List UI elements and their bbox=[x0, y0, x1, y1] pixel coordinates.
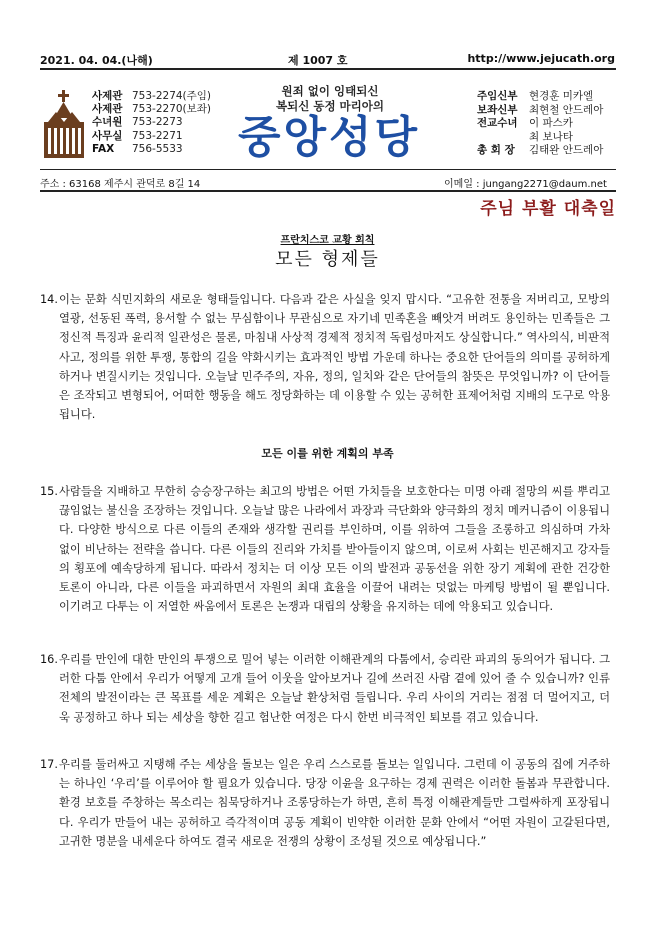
issue-number: 제 1007 호 bbox=[288, 54, 348, 67]
feast-title: 주님 부활 대축일 bbox=[480, 199, 616, 219]
paragraph-14 bbox=[40, 290, 610, 424]
contact-list bbox=[92, 90, 211, 156]
motto-line-1: 원죄 없이 잉태되신 bbox=[281, 84, 379, 98]
section-heading: 모든 이를 위한 계획의 부족 bbox=[261, 447, 394, 460]
paragraph-text: 이는 문화 식민지화의 새로운 형태들입니다. 다음과 같은 사실을 잊지 맙시다. “고유한 전통을 저버리고, 모방의 열광, 선동된 폭력, 용서할 수 없는 무심함이나 무관심으로 자기네 민족혼을 빼앗겨 버려도 용인하는 민족들은 그 정신적 특징과 윤리적 일관성은 물론, 마침내 사상적 경제적 정치적 독립성마저도 상실합니다.” 역사의식, 비판적 사고, 정의를 위한 투쟁, 통합의 길을 약화시키는 효과적인 방법 가운데 하나는 중요한 단어들의 의미를 공허하게 하거나 변질시키는 것입니다. 오늘날 민주주의, 자유, 정의, 일치와 같은 단어들의 참뜻은 무엇입니까? 이 단어들은 조작되고 변형되어, 어떠한 행동을 해도 정당화하는 데 이용할 수 있는 공허한 표제어처럼 지배의 도구로 악용됩니다. bbox=[59, 293, 610, 422]
church-logo-icon bbox=[40, 88, 88, 160]
masthead-rule-mid bbox=[40, 169, 616, 170]
paragraph-text: 우리를 둘러싸고 지탱해 주는 세상을 돌보는 일은 우리 스스로를 돌보는 일입니다. 그런데 이 공동의 집에 거주하는 하나인 ‘우리’를 이루어야 할 필요가 있습니다. 당장 이윤을 요구하는 경제 권력은 이러한 돌봄과 무관합니다. 환경 보호를 주창하는 목소리는 침묵당하거나 조롱당하는가 하면, 흔히 특정 이해관계들만 그럴싸하게 포장됩니다. 우리가 만들어 내는 공허하고 즉각적이며 공동 계획이 빈약한 이러한 문화 안에서 “어떤 자원이 고갈된다면, 고귀한 명분을 내세운다 하여도 결국 새로운 전쟁의 상황이 조성될 것으로 예상됩니다.” bbox=[59, 758, 610, 848]
staff-row: 최 보나타 bbox=[529, 130, 573, 143]
parish-motto bbox=[244, 84, 416, 114]
paragraph-number: 17. bbox=[40, 758, 58, 771]
document-source: 프란치스코 교황 회칙 bbox=[280, 235, 375, 246]
staff-row: 주임신부 현경훈 미카엘 bbox=[477, 90, 594, 102]
paragraph-text: 우리를 만인에 대한 만인의 투쟁으로 밀어 넣는 이러한 이해관계의 다툼에서, 승리란 파괴의 동의어가 됩니다. 그러한 다툼 안에서 우리가 어떻게 고개 들어 이웃을 알아보거나 길에 쓰러진 사람 곁에 있어 줄 수 있습니까? 인류 전체의 발전이라는 큰 목표를 세운 계획은 오늘날 환상처럼 들립니다. 우리 사이의 거리는 점점 더 멀어지고, 더욱 공정하고 하나 되는 세상을 향한 길고 험난한 여정은 다시 한번 비극적인 퇴보를 겪고 있습니다. bbox=[59, 653, 610, 724]
staff-list bbox=[477, 90, 603, 158]
church-address: 주소 : 63168 제주시 관덕로 8길 14 bbox=[40, 179, 201, 190]
contact-email[interactable]: 이메일 : jungang2271@daum.net bbox=[444, 179, 607, 190]
parish-name: 중앙성당 bbox=[237, 112, 420, 163]
motto-line-2: 복되신 동정 마리아의 bbox=[276, 99, 384, 113]
paragraph-16 bbox=[40, 650, 610, 727]
website-link[interactable]: http://www.jejucath.org bbox=[467, 52, 615, 65]
staff-row: 전교수녀 이 파스카 bbox=[477, 117, 573, 129]
paragraph-number: 14. bbox=[40, 293, 58, 306]
paragraph-text: 사람들을 지배하고 무한히 승승장구하는 최고의 방법은 어떤 가치들을 보호한다는 미명 아래 절망의 씨를 뿌리고 끊임없는 불신을 조장하는 것입니다. 오늘날 많은 나라에서 과장과 극단화와 양극화의 정치 메커니즘이 이용됩니다. 다양한 방식으로 다른 이들의 존재와 생각할 권리를 부인하며, 이를 위하여 그들을 조롱하고 의심하며 가차 없이 비난하는 전략을 씁니다. 다른 이들의 진리와 가치를 받아들이지 않으며, 이로써 사회는 빈곤해지고 강자들의 횡포에 예속당하게 됩니다. 따라서 정치는 더 이상 모든 이의 발전과 공동선을 위한 장기 계획에 관한 건강한 토론이 아니라, 다른 이들을 파괴하면서 자원의 최대 효율을 이끌어 내려는 덧없는 마케팅 방법이 될 뿐입니다. 이기려고 다투는 이 저열한 싸움에서 토론은 논쟁과 대립의 상황을 유지하는 데에 악용되고 있습니다. bbox=[59, 485, 610, 614]
masthead-top bbox=[40, 52, 615, 68]
contact-row: FAX 756-5533 bbox=[92, 142, 183, 155]
paragraph-number: 15. bbox=[40, 485, 58, 498]
document-title: 모든 형제들 bbox=[275, 249, 380, 270]
staff-row: 보좌신부 최현철 안드레아 bbox=[477, 103, 604, 116]
masthead-rule-top bbox=[40, 68, 616, 70]
contact-row: 사무실 753-2271 bbox=[92, 129, 183, 142]
staff-row: 총 회 장 김태완 안드레아 bbox=[477, 144, 604, 156]
contact-row: 수녀원 753-2273 bbox=[92, 116, 183, 129]
masthead-rule-bottom bbox=[40, 190, 616, 192]
paragraph-17 bbox=[40, 755, 610, 851]
contact-row: 사제관 753-2274(주임) bbox=[92, 90, 212, 102]
paragraph-number: 16. bbox=[40, 653, 58, 666]
paragraph-15 bbox=[40, 482, 610, 616]
issue-date: 2021. 04. 04.(나해) bbox=[40, 54, 153, 67]
contact-row: 사제관 753-2270(보좌) bbox=[92, 103, 212, 116]
